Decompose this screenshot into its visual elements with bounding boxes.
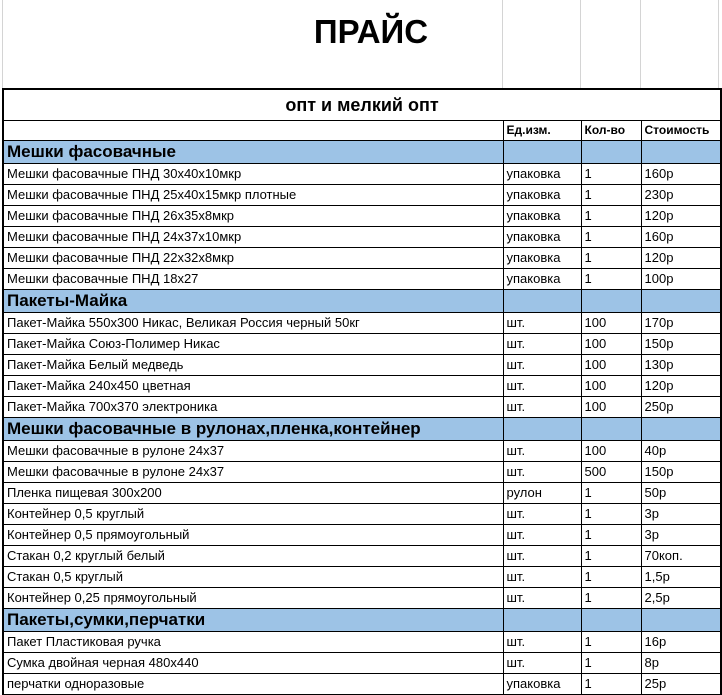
item-price-cell[interactable]: 1,5р [641, 567, 721, 588]
category-price-cell[interactable] [641, 609, 721, 632]
item-name-cell[interactable]: Мешки фасовачные ПНД 24х37х10мкр [3, 227, 503, 248]
table-row [3, 504, 721, 525]
item-qty-cell[interactable]: 1 [581, 269, 641, 290]
table-row [3, 525, 721, 546]
category-row [3, 418, 721, 441]
table-row [3, 653, 721, 674]
item-qty-cell[interactable]: 100 [581, 334, 641, 355]
item-unit-cell[interactable]: шт. [503, 462, 581, 483]
item-unit-cell[interactable]: шт. [503, 441, 581, 462]
category-qty-cell[interactable] [581, 609, 641, 632]
price-table-body [3, 89, 721, 695]
item-qty-cell[interactable]: 1 [581, 164, 641, 185]
item-name-cell[interactable]: Стакан 0,2 круглый белый [3, 546, 503, 567]
table-row [3, 483, 721, 504]
subtitle-cell[interactable]: опт и мелкий опт [3, 89, 721, 121]
item-price-cell[interactable]: 3р [641, 525, 721, 546]
item-price-cell[interactable]: 3р [641, 504, 721, 525]
header-unit-cell[interactable]: Ед.изм. [503, 121, 581, 141]
item-qty-cell[interactable]: 1 [581, 227, 641, 248]
item-price-cell[interactable]: 120р [641, 206, 721, 227]
category-qty-cell[interactable] [581, 418, 641, 441]
item-unit-cell[interactable]: упаковка [503, 269, 581, 290]
item-name-cell[interactable]: Пленка пищевая 300х200 [3, 483, 503, 504]
item-price-cell[interactable]: 8р [641, 653, 721, 674]
item-qty-cell[interactable]: 100 [581, 313, 641, 334]
price-table [2, 88, 722, 695]
item-name-cell[interactable]: Контейнер 0,25 прямоугольный [3, 588, 503, 609]
item-name-cell[interactable]: Контейнер 0,5 прямоугольный [3, 525, 503, 546]
table-row [3, 227, 721, 248]
item-unit-cell[interactable]: упаковка [503, 674, 581, 695]
item-price-cell[interactable]: 70коп. [641, 546, 721, 567]
item-unit-cell[interactable]: шт. [503, 504, 581, 525]
item-qty-cell[interactable]: 1 [581, 483, 641, 504]
table-row [3, 269, 721, 290]
item-unit-cell[interactable]: упаковка [503, 185, 581, 206]
category-qty-cell[interactable] [581, 290, 641, 313]
header-row [3, 121, 721, 141]
category-unit-cell[interactable] [503, 418, 581, 441]
table-row [3, 567, 721, 588]
item-qty-cell[interactable]: 1 [581, 632, 641, 653]
table-row [3, 185, 721, 206]
item-unit-cell[interactable]: шт. [503, 313, 581, 334]
category-row [3, 141, 721, 164]
item-name-cell[interactable]: Сумка двойная черная 480х440 [3, 653, 503, 674]
table-row [3, 164, 721, 185]
item-name-cell[interactable]: перчатки одноразовые [3, 674, 503, 695]
item-price-cell[interactable]: 2,5р [641, 588, 721, 609]
category-name-cell[interactable]: Мешки фасовачные [3, 141, 503, 164]
item-price-cell[interactable]: 16р [641, 632, 721, 653]
item-qty-cell[interactable]: 100 [581, 441, 641, 462]
item-unit-cell[interactable]: шт. [503, 653, 581, 674]
item-price-cell[interactable]: 170р [641, 313, 721, 334]
item-name-cell[interactable]: Пакет-Майка 550х300 Никас, Великая Россия черный 50кг [3, 313, 503, 334]
item-price-cell[interactable]: 150р [641, 462, 721, 483]
table-row [3, 546, 721, 567]
item-qty-cell[interactable]: 100 [581, 376, 641, 397]
item-price-cell[interactable]: 50р [641, 483, 721, 504]
item-name-cell[interactable]: Пакет-Майка 240х450 цветная [3, 376, 503, 397]
item-unit-cell[interactable]: шт. [503, 525, 581, 546]
category-unit-cell[interactable] [503, 141, 581, 164]
item-price-cell[interactable]: 130р [641, 355, 721, 376]
table-row [3, 206, 721, 227]
header-name-cell[interactable] [3, 121, 503, 141]
category-price-cell[interactable] [641, 418, 721, 441]
item-qty-cell[interactable]: 1 [581, 525, 641, 546]
category-row [3, 290, 721, 313]
item-price-cell[interactable]: 120р [641, 376, 721, 397]
header-price-cell[interactable]: Стоимость [641, 121, 721, 141]
item-unit-cell[interactable]: шт. [503, 588, 581, 609]
item-unit-cell[interactable]: шт. [503, 334, 581, 355]
table-row [3, 397, 721, 418]
item-price-cell[interactable]: 100р [641, 269, 721, 290]
item-name-cell[interactable]: Пакет-Майка Союз-Полимер Никас [3, 334, 503, 355]
item-unit-cell[interactable]: шт. [503, 355, 581, 376]
item-unit-cell[interactable]: упаковка [503, 164, 581, 185]
item-qty-cell[interactable]: 100 [581, 355, 641, 376]
item-name-cell[interactable]: Мешки фасовачные ПНД 22х32х8мкр [3, 248, 503, 269]
item-unit-cell[interactable]: шт. [503, 632, 581, 653]
item-unit-cell[interactable]: шт. [503, 376, 581, 397]
table-row [3, 674, 721, 695]
item-name-cell[interactable]: Контейнер 0,5 круглый [3, 504, 503, 525]
table-row [3, 462, 721, 483]
subtitle-row [3, 89, 721, 121]
item-price-cell[interactable]: 230р [641, 185, 721, 206]
item-name-cell[interactable]: Мешки фасовачные ПНД 25х40х15мкр плотные [3, 185, 503, 206]
item-qty-cell[interactable]: 1 [581, 588, 641, 609]
table-row [3, 248, 721, 269]
item-unit-cell[interactable]: упаковка [503, 227, 581, 248]
item-price-cell[interactable]: 250р [641, 397, 721, 418]
item-name-cell[interactable]: Пакет-Майка Белый медведь [3, 355, 503, 376]
item-name-cell[interactable]: Мешки фасовачные ПНД 18х27 [3, 269, 503, 290]
item-price-cell[interactable]: 150р [641, 334, 721, 355]
item-price-cell[interactable]: 160р [641, 227, 721, 248]
item-qty-cell[interactable]: 500 [581, 462, 641, 483]
table-row [3, 313, 721, 334]
item-name-cell[interactable]: Мешки фасовачные ПНД 26х35х8мкр [3, 206, 503, 227]
item-qty-cell[interactable]: 1 [581, 206, 641, 227]
item-unit-cell[interactable]: упаковка [503, 248, 581, 269]
category-price-cell[interactable] [641, 290, 721, 313]
table-row [3, 441, 721, 462]
item-qty-cell[interactable]: 1 [581, 546, 641, 567]
item-qty-cell[interactable]: 1 [581, 185, 641, 206]
item-unit-cell[interactable]: шт. [503, 397, 581, 418]
item-name-cell[interactable]: Мешки фасовачные ПНД 30х40х10мкр [3, 164, 503, 185]
item-price-cell[interactable]: 25р [641, 674, 721, 695]
table-row [3, 632, 721, 653]
item-qty-cell[interactable]: 1 [581, 567, 641, 588]
item-name-cell[interactable]: Мешки фасовачные в рулоне 24х37 [3, 441, 503, 462]
category-name-cell[interactable]: Мешки фасовачные в рулонах,пленка,контейнер [3, 418, 503, 441]
category-row [3, 609, 721, 632]
category-price-cell[interactable] [641, 141, 721, 164]
table-row [3, 376, 721, 397]
category-qty-cell[interactable] [581, 141, 641, 164]
item-qty-cell[interactable]: 1 [581, 504, 641, 525]
item-name-cell[interactable]: Пакет Пластиковая ручка [3, 632, 503, 653]
item-qty-cell[interactable]: 100 [581, 397, 641, 418]
header-qty-cell[interactable]: Кол-во [581, 121, 641, 141]
table-row [3, 355, 721, 376]
category-name-cell[interactable]: Пакеты,сумки,перчатки [3, 609, 503, 632]
category-unit-cell[interactable] [503, 290, 581, 313]
category-name-cell[interactable]: Пакеты-Майка [3, 290, 503, 313]
item-price-cell[interactable]: 120р [641, 248, 721, 269]
item-price-cell[interactable]: 40р [641, 441, 721, 462]
item-unit-cell[interactable]: шт. [503, 546, 581, 567]
table-row [3, 588, 721, 609]
table-row [3, 334, 721, 355]
category-unit-cell[interactable] [503, 609, 581, 632]
item-qty-cell[interactable]: 1 [581, 248, 641, 269]
page-title: ПРАЙС [313, 13, 429, 50]
item-name-cell[interactable]: Пакет-Майка 700х370 электроника [3, 397, 503, 418]
item-unit-cell[interactable]: шт. [503, 567, 581, 588]
item-unit-cell[interactable]: упаковка [503, 206, 581, 227]
item-name-cell[interactable]: Стакан 0,5 круглый [3, 567, 503, 588]
item-unit-cell[interactable]: рулон [503, 483, 581, 504]
item-qty-cell[interactable]: 1 [581, 653, 641, 674]
item-price-cell[interactable]: 160р [641, 164, 721, 185]
item-name-cell[interactable]: Мешки фасовачные в рулоне 24х37 [3, 462, 503, 483]
item-qty-cell[interactable]: 1 [581, 674, 641, 695]
